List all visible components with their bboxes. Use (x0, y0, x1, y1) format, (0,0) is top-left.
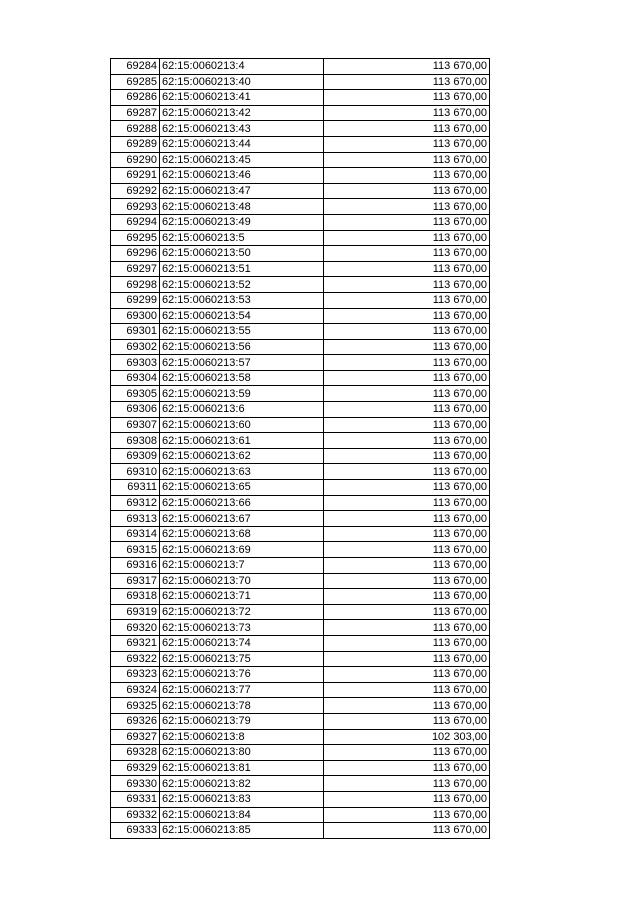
row-number-cell: 69284 (111, 59, 160, 75)
value-cell: 113 670,00 (324, 74, 490, 90)
cadastral-number-cell: 62:15:0060213:8 (160, 729, 324, 745)
value-cell: 113 670,00 (324, 620, 490, 636)
cadastral-number-cell: 62:15:0060213:72 (160, 604, 324, 620)
table-row (111, 526, 490, 542)
table-row (111, 542, 490, 558)
table-row (111, 558, 490, 574)
cadastral-number-cell: 62:15:0060213:74 (160, 635, 324, 651)
row-number-cell: 69332 (111, 807, 160, 823)
row-number-cell: 69288 (111, 121, 160, 137)
cadastral-number-cell: 62:15:0060213:79 (160, 713, 324, 729)
row-number-cell: 69296 (111, 246, 160, 262)
table-row (111, 324, 490, 340)
value-cell: 113 670,00 (324, 339, 490, 355)
cadastral-number-cell: 62:15:0060213:59 (160, 386, 324, 402)
value-cell: 113 670,00 (324, 651, 490, 667)
table-row (111, 667, 490, 683)
row-number-cell: 69333 (111, 823, 160, 839)
row-number-cell: 69312 (111, 495, 160, 511)
value-cell: 113 670,00 (324, 246, 490, 262)
cadastral-number-cell: 62:15:0060213:58 (160, 370, 324, 386)
row-number-cell: 69317 (111, 573, 160, 589)
row-number-cell: 69302 (111, 339, 160, 355)
table-row (111, 199, 490, 215)
table-row (111, 713, 490, 729)
row-number-cell: 69315 (111, 542, 160, 558)
table-row (111, 277, 490, 293)
value-cell: 113 670,00 (324, 417, 490, 433)
value-cell: 113 670,00 (324, 713, 490, 729)
table-row (111, 136, 490, 152)
row-number-cell: 69328 (111, 745, 160, 761)
cadastral-number-cell: 62:15:0060213:80 (160, 745, 324, 761)
row-number-cell: 69329 (111, 760, 160, 776)
row-number-cell: 69298 (111, 277, 160, 293)
value-cell: 113 670,00 (324, 573, 490, 589)
cadastral-number-cell: 62:15:0060213:49 (160, 214, 324, 230)
cadastral-number-cell: 62:15:0060213:53 (160, 292, 324, 308)
cadastral-number-cell: 62:15:0060213:51 (160, 261, 324, 277)
row-number-cell: 69304 (111, 370, 160, 386)
value-cell: 102 303,00 (324, 729, 490, 745)
cadastral-number-cell: 62:15:0060213:68 (160, 526, 324, 542)
row-number-cell: 69295 (111, 230, 160, 246)
cadastral-number-cell: 62:15:0060213:75 (160, 651, 324, 667)
value-cell: 113 670,00 (324, 698, 490, 714)
table-row (111, 511, 490, 527)
value-cell: 113 670,00 (324, 464, 490, 480)
cadastral-number-cell: 62:15:0060213:41 (160, 90, 324, 106)
value-cell: 113 670,00 (324, 152, 490, 168)
value-cell: 113 670,00 (324, 791, 490, 807)
table-row (111, 635, 490, 651)
table-row (111, 230, 490, 246)
value-cell: 113 670,00 (324, 370, 490, 386)
value-cell: 113 670,00 (324, 511, 490, 527)
table-row (111, 402, 490, 418)
table-row (111, 495, 490, 511)
cadastral-number-cell: 62:15:0060213:57 (160, 355, 324, 371)
row-number-cell: 69310 (111, 464, 160, 480)
value-cell: 113 670,00 (324, 277, 490, 293)
table-row (111, 776, 490, 792)
value-cell: 113 670,00 (324, 402, 490, 418)
value-cell: 113 670,00 (324, 183, 490, 199)
cadastral-number-cell: 62:15:0060213:71 (160, 589, 324, 605)
cadastral-number-cell: 62:15:0060213:44 (160, 136, 324, 152)
value-cell: 113 670,00 (324, 308, 490, 324)
table-row (111, 745, 490, 761)
value-cell: 113 670,00 (324, 823, 490, 839)
value-cell: 113 670,00 (324, 261, 490, 277)
table-row (111, 105, 490, 121)
row-number-cell: 69289 (111, 136, 160, 152)
value-cell: 113 670,00 (324, 292, 490, 308)
value-cell: 113 670,00 (324, 324, 490, 340)
value-cell: 113 670,00 (324, 558, 490, 574)
table-row (111, 417, 490, 433)
value-cell: 113 670,00 (324, 355, 490, 371)
row-number-cell: 69318 (111, 589, 160, 605)
table-row (111, 261, 490, 277)
row-number-cell: 69314 (111, 526, 160, 542)
row-number-cell: 69306 (111, 402, 160, 418)
cadastral-number-cell: 62:15:0060213:56 (160, 339, 324, 355)
table-row (111, 480, 490, 496)
table-row (111, 433, 490, 449)
cadastral-number-cell: 62:15:0060213:62 (160, 448, 324, 464)
cadastral-number-cell: 62:15:0060213:63 (160, 464, 324, 480)
cadastral-number-cell: 62:15:0060213:46 (160, 168, 324, 184)
table-row (111, 760, 490, 776)
row-number-cell: 69316 (111, 558, 160, 574)
value-cell: 113 670,00 (324, 59, 490, 75)
value-cell: 113 670,00 (324, 90, 490, 106)
value-cell: 113 670,00 (324, 760, 490, 776)
row-number-cell: 69309 (111, 448, 160, 464)
value-cell: 113 670,00 (324, 386, 490, 402)
value-cell: 113 670,00 (324, 667, 490, 683)
cadastral-number-cell: 62:15:0060213:81 (160, 760, 324, 776)
cadastral-number-cell: 62:15:0060213:82 (160, 776, 324, 792)
cadastral-number-cell: 62:15:0060213:61 (160, 433, 324, 449)
table-row (111, 74, 490, 90)
cadastral-number-cell: 62:15:0060213:48 (160, 199, 324, 215)
row-number-cell: 69331 (111, 791, 160, 807)
row-number-cell: 69307 (111, 417, 160, 433)
table-row (111, 370, 490, 386)
table-row (111, 807, 490, 823)
table-row (111, 90, 490, 106)
table-body (111, 59, 490, 839)
table-row (111, 183, 490, 199)
cadastral-number-cell: 62:15:0060213:43 (160, 121, 324, 137)
table-row (111, 589, 490, 605)
row-number-cell: 69287 (111, 105, 160, 121)
table-row (111, 292, 490, 308)
table-row (111, 214, 490, 230)
row-number-cell: 69323 (111, 667, 160, 683)
cadastral-number-cell: 62:15:0060213:47 (160, 183, 324, 199)
value-cell: 113 670,00 (324, 682, 490, 698)
cadastral-number-cell: 62:15:0060213:67 (160, 511, 324, 527)
cadastral-number-cell: 62:15:0060213:73 (160, 620, 324, 636)
value-cell: 113 670,00 (324, 480, 490, 496)
cadastral-number-cell: 62:15:0060213:78 (160, 698, 324, 714)
cadastral-number-cell: 62:15:0060213:77 (160, 682, 324, 698)
value-cell: 113 670,00 (324, 635, 490, 651)
table-row (111, 620, 490, 636)
row-number-cell: 69311 (111, 480, 160, 496)
cadastral-number-cell: 62:15:0060213:50 (160, 246, 324, 262)
row-number-cell: 69286 (111, 90, 160, 106)
row-number-cell: 69299 (111, 292, 160, 308)
cadastral-number-cell: 62:15:0060213:76 (160, 667, 324, 683)
cadastral-number-cell: 62:15:0060213:65 (160, 480, 324, 496)
row-number-cell: 69324 (111, 682, 160, 698)
value-cell: 113 670,00 (324, 745, 490, 761)
table-row (111, 448, 490, 464)
table-row (111, 682, 490, 698)
row-number-cell: 69319 (111, 604, 160, 620)
value-cell: 113 670,00 (324, 776, 490, 792)
value-cell: 113 670,00 (324, 214, 490, 230)
table-row (111, 729, 490, 745)
value-cell: 113 670,00 (324, 168, 490, 184)
row-number-cell: 69327 (111, 729, 160, 745)
table-row (111, 573, 490, 589)
table-row (111, 121, 490, 137)
value-cell: 113 670,00 (324, 542, 490, 558)
row-number-cell: 69320 (111, 620, 160, 636)
cadastral-number-cell: 62:15:0060213:84 (160, 807, 324, 823)
table-row (111, 651, 490, 667)
table-row (111, 152, 490, 168)
cadastral-number-cell: 62:15:0060213:52 (160, 277, 324, 293)
row-number-cell: 69292 (111, 183, 160, 199)
cadastral-number-cell: 62:15:0060213:40 (160, 74, 324, 90)
value-cell: 113 670,00 (324, 604, 490, 620)
cadastral-number-cell: 62:15:0060213:6 (160, 402, 324, 418)
cadastral-number-cell: 62:15:0060213:7 (160, 558, 324, 574)
cadastral-number-cell: 62:15:0060213:5 (160, 230, 324, 246)
row-number-cell: 69305 (111, 386, 160, 402)
table-row (111, 823, 490, 839)
cadastral-number-cell: 62:15:0060213:66 (160, 495, 324, 511)
cadastral-number-cell: 62:15:0060213:55 (160, 324, 324, 340)
row-number-cell: 69293 (111, 199, 160, 215)
value-cell: 113 670,00 (324, 230, 490, 246)
row-number-cell: 69313 (111, 511, 160, 527)
value-cell: 113 670,00 (324, 105, 490, 121)
value-cell: 113 670,00 (324, 448, 490, 464)
cadastral-number-cell: 62:15:0060213:70 (160, 573, 324, 589)
table-row (111, 464, 490, 480)
cadastral-number-cell: 62:15:0060213:45 (160, 152, 324, 168)
cadastral-number-cell: 62:15:0060213:85 (160, 823, 324, 839)
cadastral-number-cell: 62:15:0060213:60 (160, 417, 324, 433)
value-cell: 113 670,00 (324, 433, 490, 449)
table-row (111, 791, 490, 807)
value-cell: 113 670,00 (324, 589, 490, 605)
cadastral-number-cell: 62:15:0060213:4 (160, 59, 324, 75)
row-number-cell: 69300 (111, 308, 160, 324)
table-row (111, 168, 490, 184)
row-number-cell: 69297 (111, 261, 160, 277)
table-row (111, 698, 490, 714)
table-row (111, 308, 490, 324)
table-row (111, 355, 490, 371)
table-row (111, 59, 490, 75)
table-row (111, 386, 490, 402)
value-cell: 113 670,00 (324, 526, 490, 542)
cadastral-number-cell: 62:15:0060213:42 (160, 105, 324, 121)
table-row (111, 339, 490, 355)
row-number-cell: 69294 (111, 214, 160, 230)
value-cell: 113 670,00 (324, 121, 490, 137)
value-cell: 113 670,00 (324, 199, 490, 215)
row-number-cell: 69290 (111, 152, 160, 168)
data-table (110, 58, 490, 839)
table-row (111, 246, 490, 262)
row-number-cell: 69325 (111, 698, 160, 714)
cadastral-number-cell: 62:15:0060213:54 (160, 308, 324, 324)
row-number-cell: 69330 (111, 776, 160, 792)
row-number-cell: 69321 (111, 635, 160, 651)
row-number-cell: 69285 (111, 74, 160, 90)
row-number-cell: 69308 (111, 433, 160, 449)
row-number-cell: 69326 (111, 713, 160, 729)
value-cell: 113 670,00 (324, 807, 490, 823)
row-number-cell: 69303 (111, 355, 160, 371)
table-row (111, 604, 490, 620)
value-cell: 113 670,00 (324, 136, 490, 152)
row-number-cell: 69301 (111, 324, 160, 340)
value-cell: 113 670,00 (324, 495, 490, 511)
cadastral-number-cell: 62:15:0060213:69 (160, 542, 324, 558)
row-number-cell: 69322 (111, 651, 160, 667)
row-number-cell: 69291 (111, 168, 160, 184)
cadastral-number-cell: 62:15:0060213:83 (160, 791, 324, 807)
